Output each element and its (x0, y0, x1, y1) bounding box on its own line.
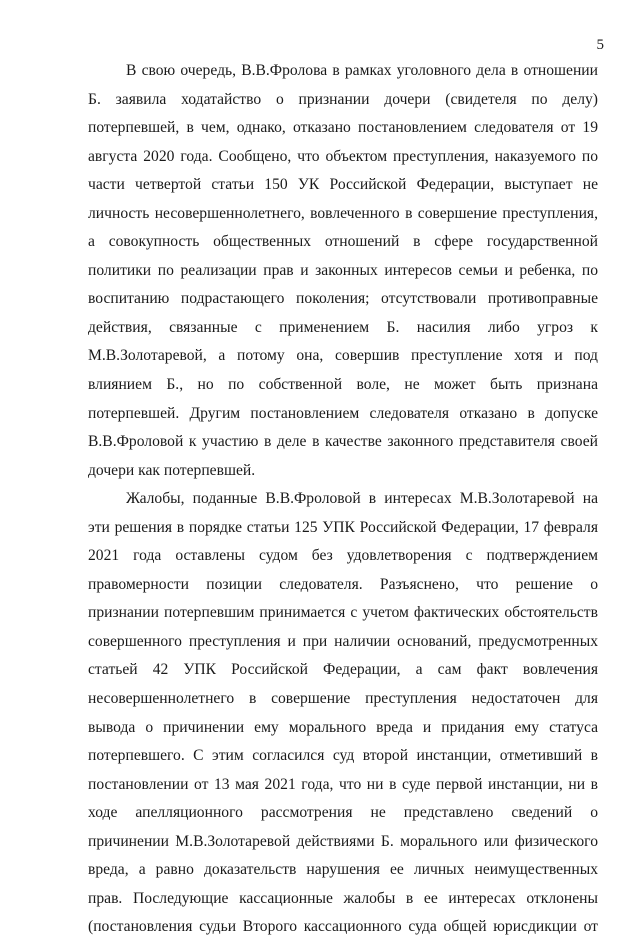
text-line: ходе апелляционного рассмотрения не представлено сведений о (88, 804, 598, 822)
text-line: признании потерпевшим принимается с учетом фактических обстоятельств (88, 604, 598, 622)
text-line: дочери как потерпевшей. (88, 461, 256, 479)
text-line: вывода о причинении ему морального вреда и придания ему статуса (88, 718, 598, 736)
text-line: действия, связанные с применением Б. насилия либо угроз к (88, 318, 598, 336)
text-line: личность несовершеннолетнего, вовлеченного в совершение преступления, (88, 204, 598, 222)
text-line: влиянием Б., но по собственной воле, не может быть признана (88, 376, 598, 394)
text-line: Жалобы, поданные В.В.Фроловой в интересах М.В.Золотаревой на (126, 490, 598, 508)
text-line: прав. Последующие кассационные жалобы в ее интересах отклонены (88, 889, 598, 907)
text-line: эти решения в порядке статьи 125 УПК Российской Федерации, 17 февраля (88, 518, 598, 536)
text-line: потерпевшей, в чем, однако, отказано постановлением следователя от 19 (88, 119, 598, 137)
text-line: В свою очередь, В.В.Фролова в рамках уголовного дела в отношении (126, 62, 598, 79)
text-line: потерпевшей. Другим постановлением следователя отказано в допуске (88, 404, 598, 422)
paragraph-1 (88, 57, 598, 485)
paragraph-2 (88, 485, 598, 942)
text-line: М.В.Золотаревой, а потому она, совершив преступление хотя и под (88, 347, 598, 365)
text-line: несовершеннолетнего в совершение преступления недостаточен для (88, 690, 598, 708)
page-number: 5 (596, 37, 604, 53)
text-line: правомерности позиции следователя. Разъяснено, что решение о (88, 575, 598, 593)
text-line: Б. заявила ходатайство о признании дочери (свидетеля по делу) (88, 90, 598, 108)
text-line: части четвертой статьи 150 УК Российской Федерации, выступает не (88, 176, 598, 194)
text-line: В.В.Фроловой к участию в деле в качестве законного представителя своей (88, 433, 598, 451)
text-line: вреда, а равно доказательств нарушения ее личных неимущественных (88, 861, 598, 879)
text-line: причинении М.В.Золотаревой действиями Б. морального или физического (88, 832, 598, 850)
document-body (88, 57, 598, 942)
text-line: а совокупность общественных отношений в сфере государственной (88, 233, 598, 251)
text-line: (постановления судьи Второго кассационного суда общей юрисдикции от (88, 918, 598, 936)
text-line: августа 2020 года. Сообщено, что объектом преступления, наказуемого по (88, 147, 598, 165)
text-line: статьей 42 УПК Российской Федерации, а сам факт вовлечения (88, 661, 598, 679)
text-line: воспитанию подрастающего поколения; отсутствовали противоправные (88, 290, 598, 308)
text-line: потерпевшего. С этим согласился суд второй инстанции, отметивший в (88, 747, 598, 765)
text-line: политики по реализации прав и законных интересов семьи и ребенка, по (88, 261, 598, 279)
text-line: совершенного преступления и при наличии оснований, предусмотренных (88, 632, 598, 650)
text-line: 2021 года оставлены судом без удовлетворения с подтверждением (88, 547, 598, 565)
text-line: постановлении от 13 мая 2021 года, что ни в суде первой инстанции, ни в (88, 775, 598, 793)
